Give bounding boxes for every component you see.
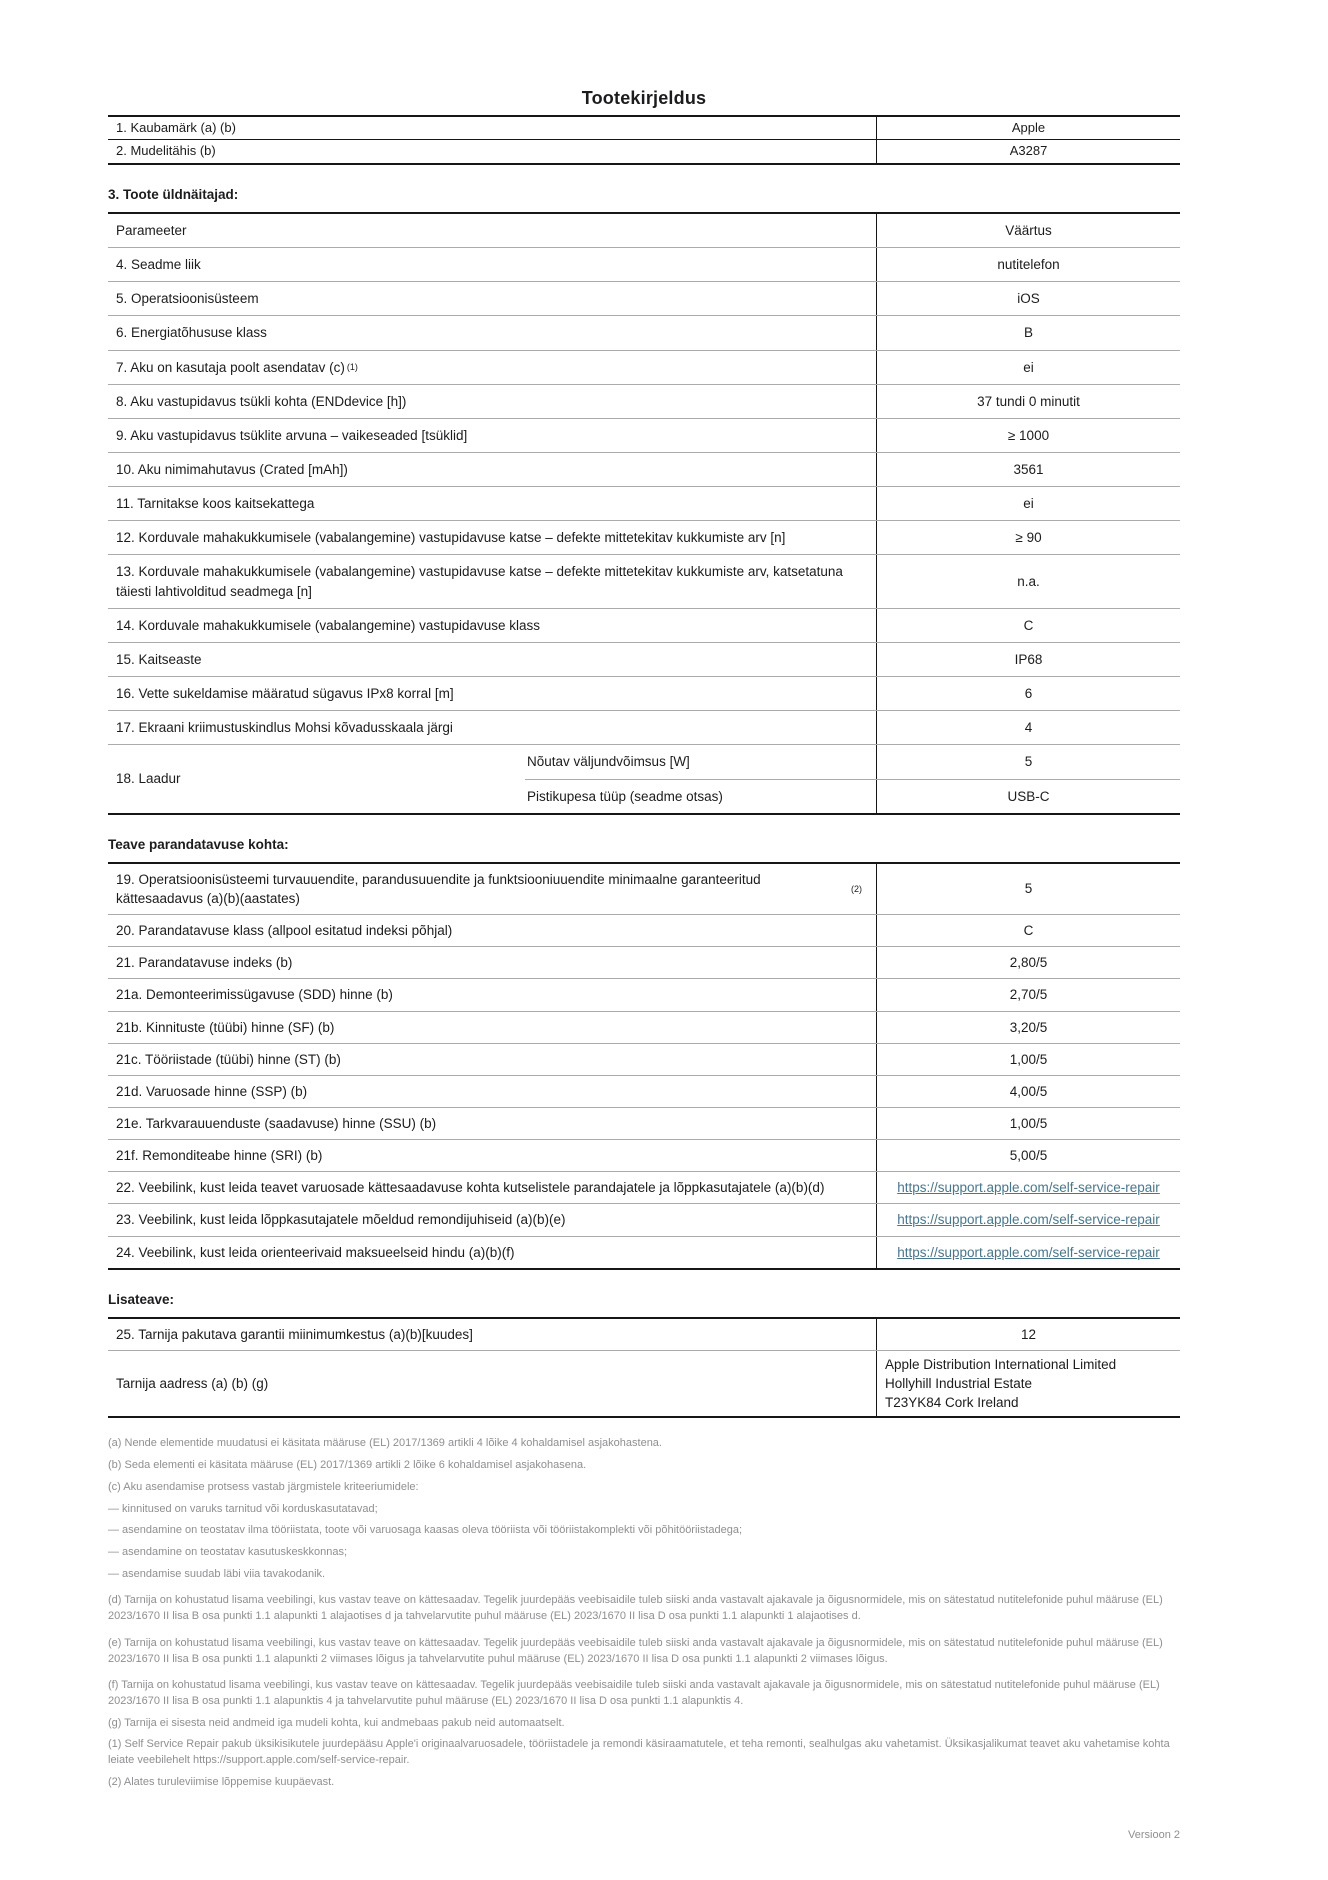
table-row xyxy=(108,139,1180,162)
footnote: (c) Aku asendamise protsess vastab järgmistele kriteeriumidele: xyxy=(108,1480,419,1493)
subrow-label: Pistikupesa tüüp (seadme otsas) xyxy=(527,788,723,804)
table-row xyxy=(108,864,1180,914)
row-value: Apple xyxy=(876,117,1180,139)
row-label: 23. Veebilink, kust leida lõppkasutajatele mõeldud remondijuhiseid (a)(b)(e) xyxy=(116,1212,566,1228)
table-row xyxy=(108,978,1180,1010)
table-row xyxy=(108,946,1180,978)
row-label: 7. Aku on kasutaja poolt asendatav (c) (1) xyxy=(116,359,358,375)
row-label: 17. Ekraani kriimustuskindlus Mohsi kõvadusskaala järgi xyxy=(116,720,453,736)
row-value: 5 xyxy=(876,745,1180,778)
row-label: 21e. Tarkvarauuenduste (saadavuse) hinne (SSU) (b) xyxy=(116,1115,437,1131)
table-row xyxy=(108,676,1180,710)
row-value: ei xyxy=(876,487,1180,520)
row-value xyxy=(876,1204,1180,1235)
row-value: A3287 xyxy=(876,140,1180,162)
section-heading-repair: Teave parandatavuse kohta: xyxy=(108,836,289,852)
table-row xyxy=(108,418,1180,452)
row-value: 2,80/5 xyxy=(876,947,1180,978)
table-row xyxy=(108,1075,1180,1107)
row-label: 18. Laadur xyxy=(116,771,181,787)
table-row xyxy=(108,452,1180,486)
table-row xyxy=(108,486,1180,520)
row-value: ≥ 1000 xyxy=(876,419,1180,452)
product-id-table xyxy=(108,115,1180,165)
row-value xyxy=(876,1237,1180,1268)
row-value: C xyxy=(876,609,1180,642)
row-value: USB-C xyxy=(876,780,1180,813)
row-value: 3561 xyxy=(876,453,1180,486)
row-value: 2,70/5 xyxy=(876,979,1180,1010)
address-line: T23YK84 Cork Ireland xyxy=(885,1395,1019,1411)
row-value: 4,00/5 xyxy=(876,1076,1180,1107)
row-label: Tarnija aadress (a) (b) (g) xyxy=(116,1376,269,1392)
row-label: 6. Energiatõhususe klass xyxy=(116,325,267,341)
row-label: 22. Veebilink, kust leida teavet varuosade kättesaadavuse kohta kutselistele parandajatele ja lõppkasutajatele (a)(b)(d) xyxy=(116,1180,825,1196)
table-row xyxy=(108,1107,1180,1139)
row-label: 10. Aku nimimahutavus (Crated [mAh]) xyxy=(116,462,348,477)
row-label: 21d. Varuosade hinne (SSP) (b) xyxy=(116,1083,308,1099)
footnotes xyxy=(108,1436,1180,1790)
table-row xyxy=(108,1171,1180,1203)
supplier-address-row xyxy=(108,1350,1180,1416)
row-value: 12 xyxy=(876,1319,1180,1350)
subrow-label: Nõutav väljundvõimsus [W] xyxy=(527,754,690,770)
charger-subrows xyxy=(525,745,1180,812)
row-value: 37 tundi 0 minutit xyxy=(876,385,1180,418)
column-header-value: Väärtus xyxy=(876,214,1180,247)
row-label: 21a. Demonteerimissügavuse (SDD) hinne (b) xyxy=(116,987,393,1003)
row-value: 5 xyxy=(876,864,1180,914)
row-label: 15. Kaitseaste xyxy=(116,651,202,667)
row-label: 16. Vette sukeldamise määratud sügavus IPx8 korral [m] xyxy=(116,686,454,702)
charger-split-row xyxy=(108,744,1180,812)
table-row xyxy=(108,350,1180,384)
row-label: 1. Kaubamärk (a) (b) xyxy=(116,120,236,135)
table-row xyxy=(108,281,1180,315)
footnote: (f) Tarnija on kohustatud lisama veebilingi, kus vastav teave on kättesaadav. Tegelik juurdepääs veebisaidile tuleb siiski anda vastavalt ajakavale ja õigusnormidele, mis on sätestatud nutitelefonide puhul määruse (EL) 2023/1670 II lisa B osa punkti 1.1 alapunktis 4 ja tahvelarvutite puhul määruse (EL) 2023/1670 II lisa D osa punkti 1.1 alapunktis 4. xyxy=(108,1679,1160,1707)
footnote: — asendamine on teostatav kasutuskeskkonnas; xyxy=(108,1545,348,1558)
row-label: 21b. Kinnituste (tüübi) hinne (SF) (b) xyxy=(116,1019,335,1035)
footnote: (e) Tarnija on kohustatud lisama veebilingi, kus vastav teave on kättesaadav. Tegelik juurdepääs veebisaidile tuleb siiski anda vastavalt ajakavale ja õigusnormidele, mis on sätestatud nutitelefonide puhul määruse (EL) 2023/1670 II lisa B osa punkti 1.1 alapunkti 2 viimases lõigus ja tahvelarvutite puhul määruse (EL) 2023/1670 II lisa D osa punkti 1.1 alapunkti 2 viimases lõigus. xyxy=(108,1636,1163,1665)
section-heading-additional: Lisateave: xyxy=(108,1291,175,1307)
table-row xyxy=(108,608,1180,642)
charger-subrow xyxy=(525,745,1180,778)
table-row xyxy=(108,1043,1180,1075)
table-row xyxy=(108,914,1180,946)
row-label: 13. Korduvale mahakukkumisele (vabalangemine) vastupidavuse katse – defekte mittetekitav kukkumiste arv, katsetatuna täiesti lahtivolditud seadmega [n] xyxy=(116,564,843,599)
row-value: B xyxy=(876,316,1180,349)
row-value: ≥ 90 xyxy=(876,521,1180,554)
row-value: C xyxy=(876,915,1180,946)
row-value: 5,00/5 xyxy=(876,1140,1180,1171)
support-url-link[interactable]: https://support.apple.com/self-service-repair xyxy=(897,1244,1160,1260)
row-label: 20. Parandatavuse klass (allpool esitatud indeksi põhjal) xyxy=(116,923,453,939)
row-label: 12. Korduvale mahakukkumisele (vabalangemine) vastupidavuse katse – defekte mittetekitav kukkumiste arv [n] xyxy=(116,530,786,546)
footnote: — kinnitused on varuks tarnitud või korduskasutatavad; xyxy=(108,1502,378,1515)
row-value: nutitelefon xyxy=(876,248,1180,281)
row-label: 14. Korduvale mahakukkumisele (vabalangemine) vastupidavuse klass xyxy=(116,617,540,633)
row-value: 4 xyxy=(876,711,1180,744)
row-label: 11. Tarnitakse koos kaitsekattega xyxy=(116,496,315,512)
table-row xyxy=(108,117,1180,139)
support-url-link[interactable]: https://support.apple.com/self-service-repair xyxy=(897,1212,1160,1228)
row-value: 3,20/5 xyxy=(876,1012,1180,1043)
version-label: Versioon 2 xyxy=(1128,1828,1180,1841)
charger-subrow xyxy=(525,779,1180,813)
table-row xyxy=(108,1319,1180,1350)
table-row xyxy=(108,247,1180,281)
row-label: 21c. Tööriistade (tüübi) hinne (ST) (b) xyxy=(116,1051,341,1067)
additional-table xyxy=(108,1317,1180,1419)
table-row xyxy=(108,520,1180,554)
page-title: Tootekirjeldus xyxy=(581,88,707,108)
table-row xyxy=(108,1139,1180,1171)
footnote: (d) Tarnija on kohustatud lisama veebilingi, kus vastav teave on kättesaadav. Tegelik juurdepääs veebisaidile tuleb siiski anda vastavalt ajakavale ja õigusnormidele, mis on sätestatud nutitelefonide puhul määruse (EL) 2023/1670 II lisa B osa punkti 1.1 alapunkti 1 alajaotises d ja tahvelarvutite puhul määruse (EL) 2023/1670 II lisa D osa punkti 1.1 alapunkti 1 alajaotises d. xyxy=(108,1594,1163,1623)
table-row xyxy=(108,554,1180,607)
row-value: ei xyxy=(876,351,1180,384)
table-row xyxy=(108,710,1180,744)
footnote: — asendamine on teostatav ilma tööriistata, toote või varuosaga kaasas oleva tööriista või tööriistakomplekti või põhitööriistadega; xyxy=(108,1524,743,1537)
support-url-link[interactable]: https://support.apple.com/self-service-repair xyxy=(897,1180,1160,1196)
table-row xyxy=(108,384,1180,418)
table-row xyxy=(108,1236,1180,1268)
product-fiche-document xyxy=(108,0,1180,1841)
row-value: 6 xyxy=(876,677,1180,710)
row-label: 21. Parandatavuse indeks (b) xyxy=(116,955,293,971)
row-label: 19. Operatsioonisüsteemi turvauuendite, parandusuuendite ja funktsiooniuuendite minimaalne garanteeritud kättesaadavus (a)(b)(aastates) (2) xyxy=(116,871,862,906)
row-label: 21f. Remonditeabe hinne (SRI) (b) xyxy=(116,1148,323,1164)
column-header-parameter: Parameeter xyxy=(116,222,187,238)
footnote: (b) Seda elementi ei käsitata määruse (EL) 2017/1369 artikli 2 lõike 6 kohaldamisel asjakohasena. xyxy=(108,1459,587,1472)
general-table xyxy=(108,212,1180,815)
footnote: — asendamise suudab läbi viia tavakodanik. xyxy=(108,1567,326,1580)
table-header-row xyxy=(108,214,1180,247)
row-label: 5. Operatsioonisüsteem xyxy=(116,291,259,307)
row-label: 25. Tarnija pakutava garantii miinimumkestus (a)(b)[kuudes] xyxy=(116,1326,473,1342)
row-value: 1,00/5 xyxy=(876,1108,1180,1139)
footnote: (a) Nende elementide muudatusi ei käsitata määruse (EL) 2017/1369 artikli 4 lõike 4 kohaldamisel asjakohastena. xyxy=(108,1437,662,1450)
table-row xyxy=(108,1203,1180,1235)
row-label: 24. Veebilink, kust leida orienteerivaid maksueelseid hindu (a)(b)(f) xyxy=(116,1244,515,1260)
footnote: (1) Self Service Repair pakub üksikisikutele juurdepääsu Apple'i originaalvaruosadele, tööriistadele ja remondi käsiraamatutele, et teha remonti, sealhulgas aku vahetamist. Üksikasjalikumat teavet aku vahetamise kohta leiate veebilehelt https://support.apple.com/self-service-repair. xyxy=(108,1738,1170,1767)
row-label: 9. Aku vastupidavus tsüklite arvuna – vaikeseaded [tsüklid] xyxy=(116,427,468,443)
row-label: 8. Aku vastupidavus tsükli kohta (ENDdevice [h]) xyxy=(116,393,407,409)
address-line: Apple Distribution International Limited xyxy=(885,1356,1117,1372)
row-value: n.a. xyxy=(876,555,1180,607)
row-value xyxy=(876,1172,1180,1203)
supplier-address xyxy=(876,1351,1180,1416)
row-label: 4. Seadme liik xyxy=(116,257,201,273)
repair-table xyxy=(108,862,1180,1270)
section-heading-general: 3. Toote üldnäitajad: xyxy=(108,186,239,202)
row-value: IP68 xyxy=(876,643,1180,676)
row-value: iOS xyxy=(876,282,1180,315)
footnote: (g) Tarnija ei sisesta neid andmeid iga mudeli kohta, kui andmebaas pakub neid automaatselt. xyxy=(108,1716,565,1729)
table-row xyxy=(108,315,1180,349)
address-line: Hollyhill Industrial Estate xyxy=(885,1376,1033,1392)
row-value: 1,00/5 xyxy=(876,1044,1180,1075)
table-row xyxy=(108,642,1180,676)
table-row xyxy=(108,1011,1180,1043)
footnote: (2) Alates turuleviimise lõppemise kuupäevast. xyxy=(108,1775,335,1788)
row-label: 2. Mudelitähis (b) xyxy=(116,143,216,159)
